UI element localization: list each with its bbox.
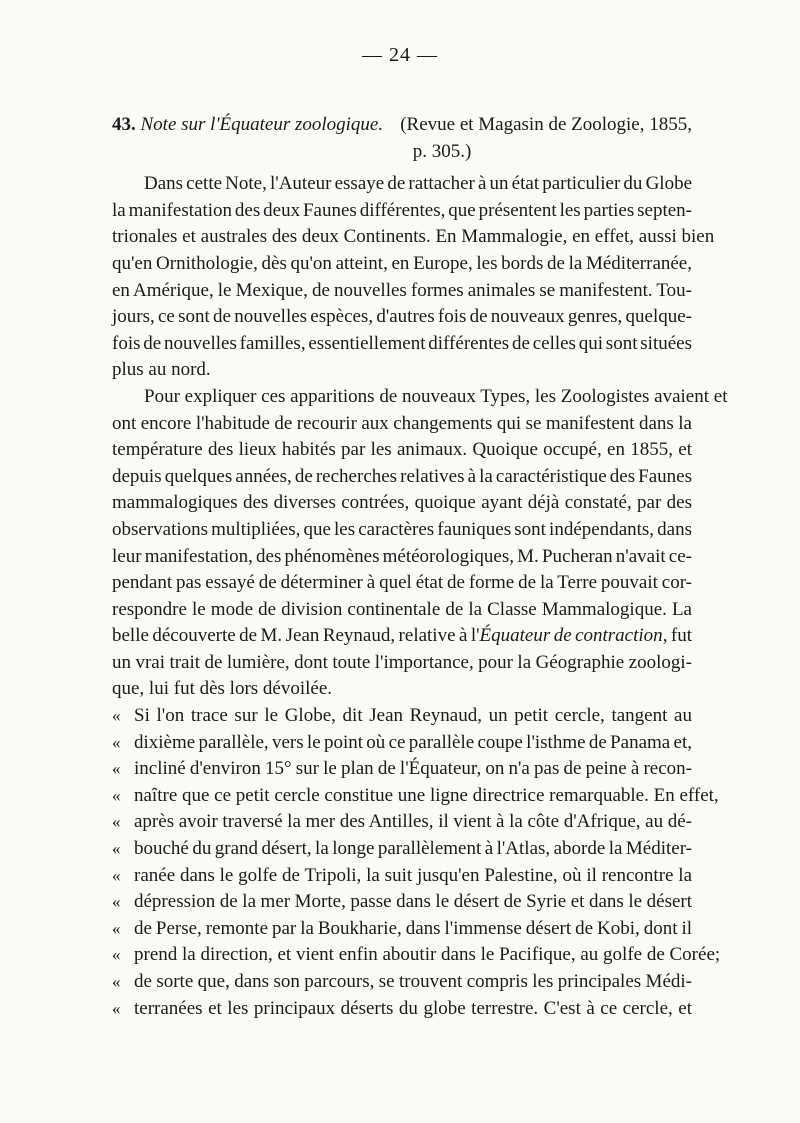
quote-line	[112, 703, 692, 730]
text-before-italic: belle découverte de M. Jean Reynaud, relative à l'	[112, 625, 480, 647]
paragraph-line	[112, 490, 692, 517]
paragraph-line	[112, 384, 728, 411]
text-segment: ranée dans le golfe de Tripoli, la suit jusqu'en Palestine, où il rencontre la	[134, 864, 692, 886]
heading-page-ref: p. 305.)	[412, 140, 472, 162]
text-after-italic: , fut	[662, 625, 692, 647]
text-segment: Si l'on trace sur le Globe, dit Jean Reynaud, un petit cercle, tangent au	[134, 705, 692, 727]
text-segment: un vrai trait de lumière, dont toute l'importance, pour la Géographie zoologi-	[112, 651, 692, 673]
paragraph-line	[112, 676, 692, 703]
heading-line-1	[112, 112, 692, 139]
quote-line	[112, 756, 692, 783]
text-block	[112, 112, 728, 1022]
paragraph-line	[112, 411, 692, 438]
heading-left	[112, 112, 383, 139]
quote-mark: «	[112, 759, 121, 779]
text-segment: incliné d'environ 15° sur le plan de l'Équateur, on n'a pas de peine à recon-	[134, 758, 692, 780]
heading-source: (Revue et Magasin de Zoologie, 1855,	[400, 114, 692, 135]
text-segment: pendant pas essayé de déterminer à quel état de forme de la Terre pouvait cor-	[112, 572, 692, 594]
paragraph-line	[112, 304, 692, 331]
quote-text	[134, 942, 720, 969]
quote-text	[134, 783, 719, 810]
quote-line	[112, 969, 692, 996]
text-segment: bouché du grand désert, la longe parallèlement à l'Atlas, aborde la Méditer-	[134, 838, 692, 860]
quote-line	[112, 942, 721, 969]
text-segment: Dans cette Note, l'Auteur essaye de rattacher à un état particulier du Globe	[144, 173, 692, 195]
quote-text	[134, 889, 692, 916]
quote-text	[134, 996, 692, 1023]
text-segment: ont encore l'habitude de recourir aux changements qui se manifestent dans la	[112, 412, 692, 434]
text-segment: que, lui fut dès lors dévoilée.	[112, 678, 333, 700]
paragraph-line	[112, 623, 692, 650]
text-segment: respondre le mode de division continentale de la Classe Mammalogique. La	[112, 598, 692, 620]
quote-mark: «	[112, 918, 121, 938]
text-segment: en Amérique, le Mexique, de nouvelles formes animales se manifestent. Tou-	[112, 279, 693, 301]
paragraph-1	[112, 171, 715, 384]
italic-term: Équateur de contraction	[479, 625, 663, 647]
quote-text	[134, 916, 692, 943]
quote-line	[112, 863, 692, 890]
paragraph-line	[112, 278, 692, 305]
entry-title: Note sur l'Équateur zoologique.	[140, 114, 384, 135]
paragraph-line	[112, 224, 715, 251]
paragraph-line	[112, 597, 692, 624]
paragraph-line	[112, 544, 692, 571]
quote-mark: «	[112, 706, 121, 726]
text-segment: température des lieux habités par les animaux. Quoique occupé, en 1855, et	[112, 439, 692, 461]
quote-line	[112, 783, 719, 810]
text-segment: mammalogiques des diverses contrées, quoique ayant déjà constaté, par des	[112, 492, 692, 514]
quote-line	[112, 996, 692, 1023]
quote-mark: «	[112, 892, 121, 912]
text-segment: jours, ce sont de nouvelles espèces, d'autres fois de nouveaux genres, quelque-	[112, 306, 692, 328]
quote-text	[134, 756, 692, 783]
page-number: — 24 —	[362, 44, 438, 66]
quote-mark: «	[112, 785, 121, 805]
text-segment: prend la direction, et vient enfin aboutir dans le Pacifique, au golfe de Corée;	[134, 944, 721, 966]
quote-text	[134, 969, 692, 996]
text-segment: fois de nouvelles familles, essentiellement différentes de celles qui sont situées	[112, 332, 692, 354]
text-segment: trionales et australes des deux Continents. En Mammalogie, en effet, aussi bien	[112, 226, 715, 248]
paragraph-line	[112, 198, 692, 225]
text-segment: observations multipliées, que les caractères fauniques sont indépendants, dans	[112, 518, 692, 540]
quote-text	[134, 863, 692, 890]
paragraph-2	[112, 384, 728, 703]
quote-mark: «	[112, 812, 121, 832]
entry-number: 43.	[112, 114, 136, 135]
paragraph-line	[112, 464, 692, 491]
quote-text	[134, 703, 692, 730]
paragraph-line	[112, 251, 692, 278]
text-segment: plus au nord.	[112, 359, 211, 381]
quote-text	[134, 836, 692, 863]
quote-mark: «	[112, 732, 121, 752]
text-segment	[112, 623, 692, 650]
text-segment: depuis quelques années, de recherches relatives à la caractéristique des Faunes	[112, 465, 692, 487]
paragraph-line	[112, 331, 692, 358]
paragraph-line	[112, 650, 692, 677]
text-segment: naître que ce petit cercle constitue une ligne directrice remarquable. En effet,	[134, 784, 719, 806]
quote-line	[112, 730, 692, 757]
quote-line	[112, 809, 692, 836]
text-segment: après avoir traversé la mer des Antilles, il vient à la côte d'Afrique, au dé-	[134, 811, 692, 833]
heading-line-2	[112, 139, 692, 166]
quote-text	[134, 809, 692, 836]
quote-mark: «	[112, 998, 121, 1018]
text-segment: leur manifestation, des phénomènes météorologiques, M. Pucheran n'avait ce-	[112, 545, 692, 567]
text-segment: qu'en Ornithologie, dès qu'on atteint, en Europe, les bords de la Méditerranée,	[112, 252, 692, 274]
quote-line	[112, 889, 692, 916]
paragraph-line	[112, 437, 692, 464]
quote-line	[112, 836, 692, 863]
paragraph-line	[112, 570, 692, 597]
quote-mark: «	[112, 865, 121, 885]
quote-text	[134, 730, 692, 757]
quotation	[112, 703, 721, 1022]
text-segment: dixième parallèle, vers le point où ce parallèle coupe l'isthme de Panama et,	[134, 731, 692, 753]
quote-mark: «	[112, 839, 121, 859]
text-segment: de Perse, remonte par la Boukharie, dans l'immense désert de Kobi, dont il	[134, 917, 692, 939]
text-segment: terranées et les principaux déserts du globe terrestre. C'est à ce cercle, et	[134, 997, 692, 1019]
paragraph-line	[112, 357, 692, 384]
text-segment: dépression de la mer Morte, passe dans le désert de Syrie et dans le désert	[134, 891, 692, 913]
quote-mark: «	[112, 972, 121, 991]
text-segment: la manifestation des deux Faunes différentes, que présentent les parties septen-	[112, 199, 692, 221]
text-segment: Pour expliquer ces apparitions de nouveaux Types, les Zoologistes avaient et	[144, 385, 728, 407]
paragraph-line	[112, 517, 692, 544]
text-segment: de sorte que, dans son parcours, se trouvent compris les principales Médi-	[134, 971, 692, 992]
quote-line	[112, 916, 692, 943]
quote-mark: «	[112, 945, 121, 965]
paragraph-line	[112, 171, 692, 198]
